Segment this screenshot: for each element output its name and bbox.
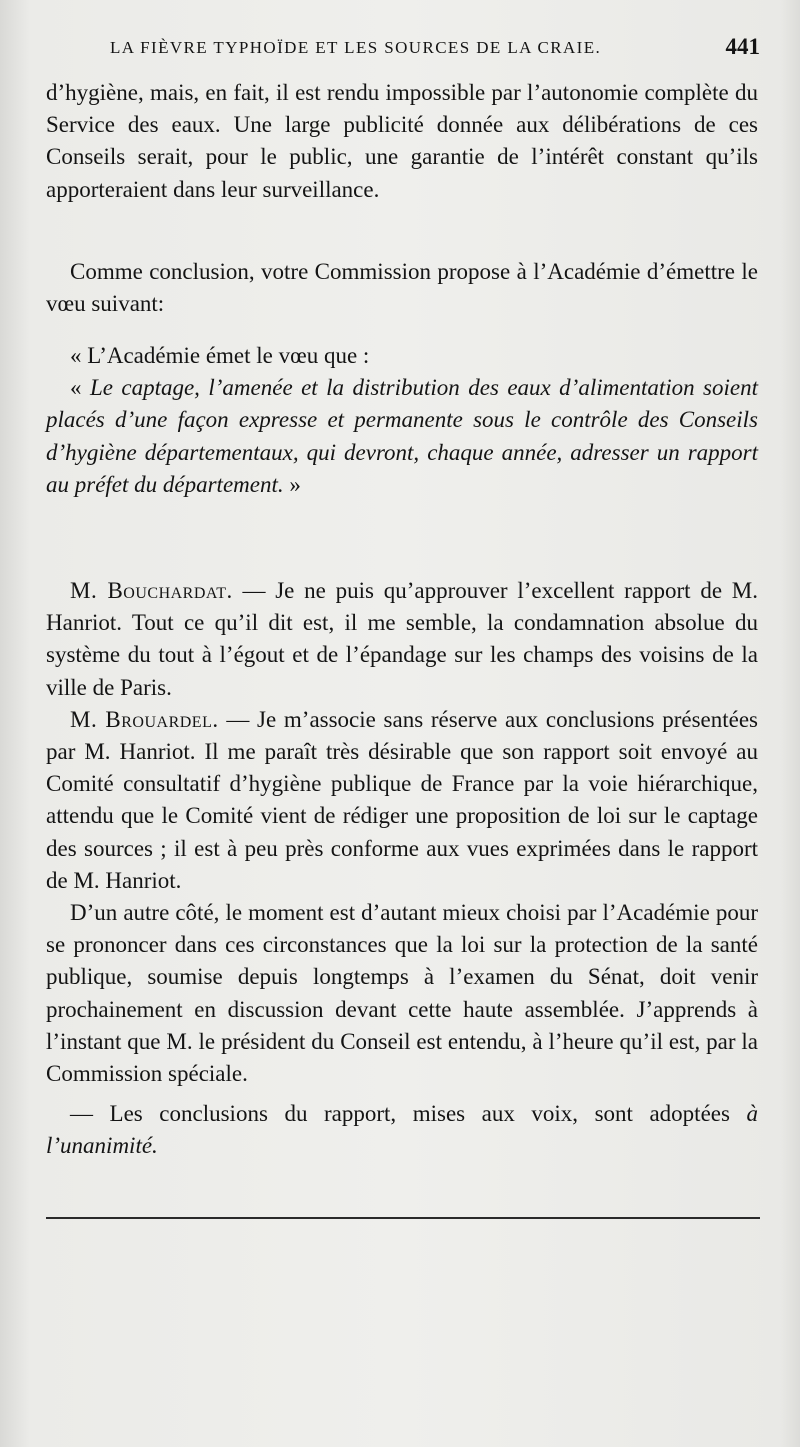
paragraph: D’un autre côté, le moment est d’autant mieux choisi par l’Académie pour se prononcer dans ces circonstances que la loi sur la protection de la santé publique, soumise depuis longtemps à l’examen du Sénat, doit venir prochainement en discussion devant cette haute assemblée. J’apprends à l’instant que M. le président du Conseil est entendu, à l’heure qu’il est, par la Commission spéciale. [46,900,758,1087]
quote-close-mark: » [283,471,301,497]
paragraph: Comme conclusion, votre Commission propose à l’Académie d’émettre le vœu suivant: [46,259,758,317]
speaker-name: M. Bouchardat. [70,578,233,603]
speaker-name: M. Brouardel. [70,706,219,732]
paragraph-2-block [46,256,758,320]
paragraph-1-block [46,77,758,206]
running-title: LA FIÈVRE TYPHOÏDE ET LES SOURCES DE LA CRAIE. [110,38,602,57]
quote-text [46,372,758,501]
speech-bouchardat [46,575,758,704]
footer-rule [46,1217,760,1219]
quote-block [46,340,758,501]
speech-text: — Je m’associe sans réserve aux conclusions présentées par M. Hanriot. Il me paraît très désirable que son rapport soit envoyé au Comité consultatif d’hygiène publique de France par la voie hiérarchique, attendu que le Comité vient de rédiger une proposition de loi sur le captage des sources ; il est à peu près conforme aux vues exprimées dans le rapport de M. Hanriot. [46,706,758,893]
conclusion-paragraph [46,1098,758,1162]
conclusion-text: — Les conclusions du rapport, mises aux voix, sont adoptées [70,1101,747,1127]
quote-intro: « L’Académie émet le vœu que : [70,343,370,368]
conclusion-italic: à l’unanimité. [46,1101,758,1159]
quote-open-mark: « [70,375,90,401]
speech-block [46,575,758,1163]
page-number: 441 [725,34,760,59]
speech-text: — Je ne puis qu’approuver l’excellent rapport de M. Hanriot. Tout ce qu’il dit est, il me semble, la condamnation absolue du système du tout à l’égout et de l’épandage sur les champs des voisins de la ville de Paris. [46,578,758,700]
paragraph: d’hygiène, mais, en fait, il est rendu impossible par l’autonomie complète du Service des eaux. Une large publicité donnée aux délibérations de ces Conseils serait, pour le public, une garantie de l’intérêt constant qu’ils apporteraient dans leur surveillance. [46,80,758,202]
speech-brouardel [46,704,758,897]
quote-italic-text: Le captage, l’amenée et la distribution des eaux d’alimentation soient placés d’une façon expresse et permanente sous le contrôle des Conseils d’hygiène départementaux, qui devront, chaque année, adresser un rapport au préfet du département. [46,375,758,497]
page-header [100,34,760,68]
